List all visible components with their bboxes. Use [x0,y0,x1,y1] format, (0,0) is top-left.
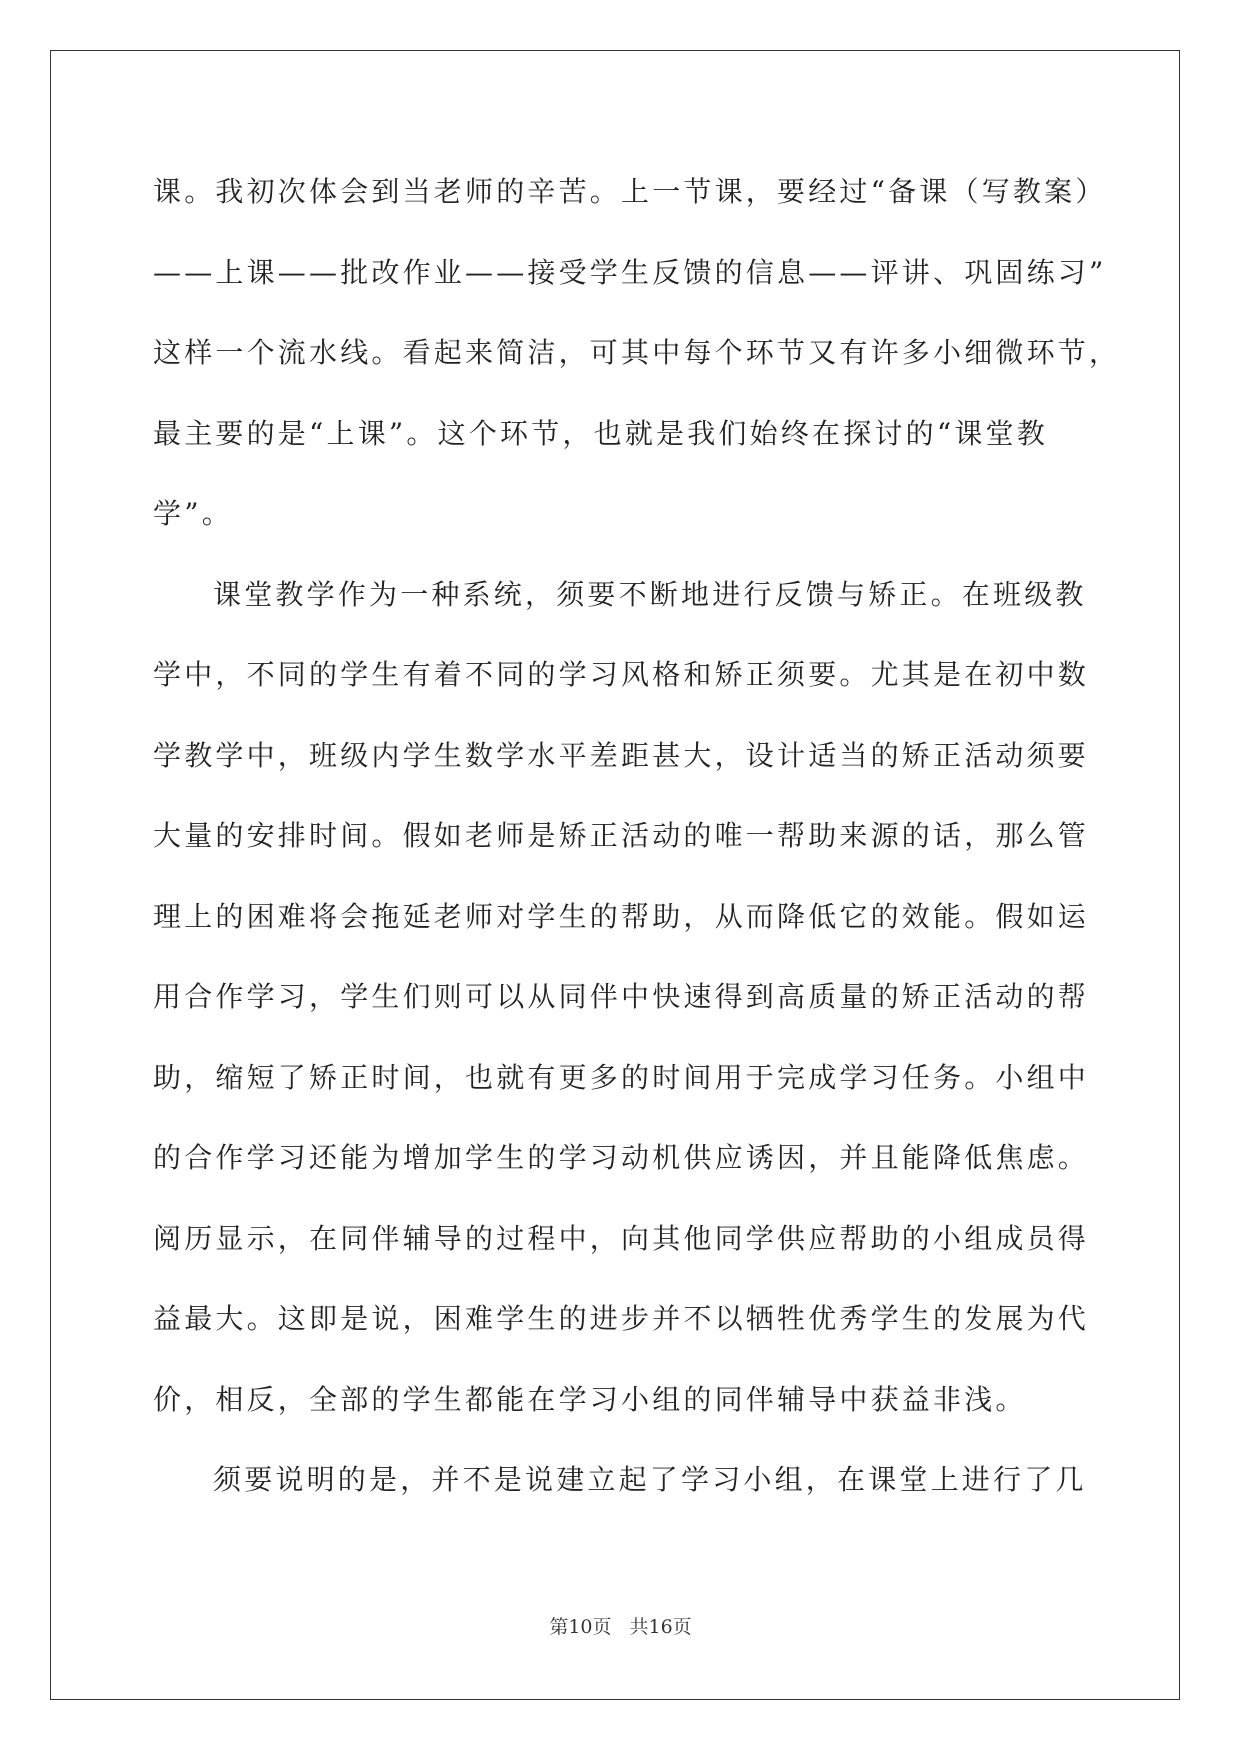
text-line: 学教学中，班级内学生数学水平差距甚大，设计适当的矫正活动须要 [153,738,1090,772]
text-line: ——上课——批改作业——接受学生反馈的信息——评讲、巩固练习” [153,255,1107,289]
text-line: 课堂教学作为一种系统，须要不断地进行反馈与矫正。在班级教 [213,577,1087,611]
text-line: 理上的困难将会拖延老师对学生的帮助，从而降低它的效能。假如运 [153,899,1090,933]
text-line: 须要说明的是，并不是说建立起了学习小组，在课堂上进行了几 [213,1463,1087,1496]
text-line: 阅历显示，在同伴辅导的过程中，向其他同学供应帮助的小组成员得 [153,1221,1090,1255]
text-line: 价，相反，全部的学生都能在学习小组的同伴辅导中获益非浅。 [153,1382,1027,1416]
page-number: 第10页 [549,1616,612,1638]
page-footer [0,1612,1241,1639]
text-line: 用合作学习，学生们则可以从同伴中快速得到高质量的矫正活动的帮 [153,980,1090,1013]
text-line: 学中，不同的学生有着不同的学习风格和矫正须要。尤其是在初中数 [153,658,1090,691]
text-line: 这样一个流水线。看起来简洁，可其中每个环节又有许多小细微环节， [153,336,1121,369]
text-line: 课。我初次体会到当老师的辛苦。上一节课，要经过“备课（写教案） [153,175,1107,208]
text-line: 助，缩短了矫正时间，也就有更多的时间用于完成学习任务。小组中 [153,1060,1090,1094]
text-line: 益最大。这即是说，困难学生的进步并不以牺牲优秀学生的发展为代 [153,1302,1090,1335]
page-total: 共16页 [629,1616,692,1638]
text-line: 大量的安排时间。假如老师是矫正活动的唯一帮助来源的话，那么管 [153,819,1090,852]
text-line: 的合作学习还能为增加学生的学习动机供应诱因，并且能降低焦虑。 [153,1141,1090,1174]
text-line: 最主要的是“上课”。这个环节，也就是我们始终在探讨的“课堂教 [153,416,1048,450]
body-text [153,152,1121,1521]
text-line: 学”。 [153,497,233,530]
